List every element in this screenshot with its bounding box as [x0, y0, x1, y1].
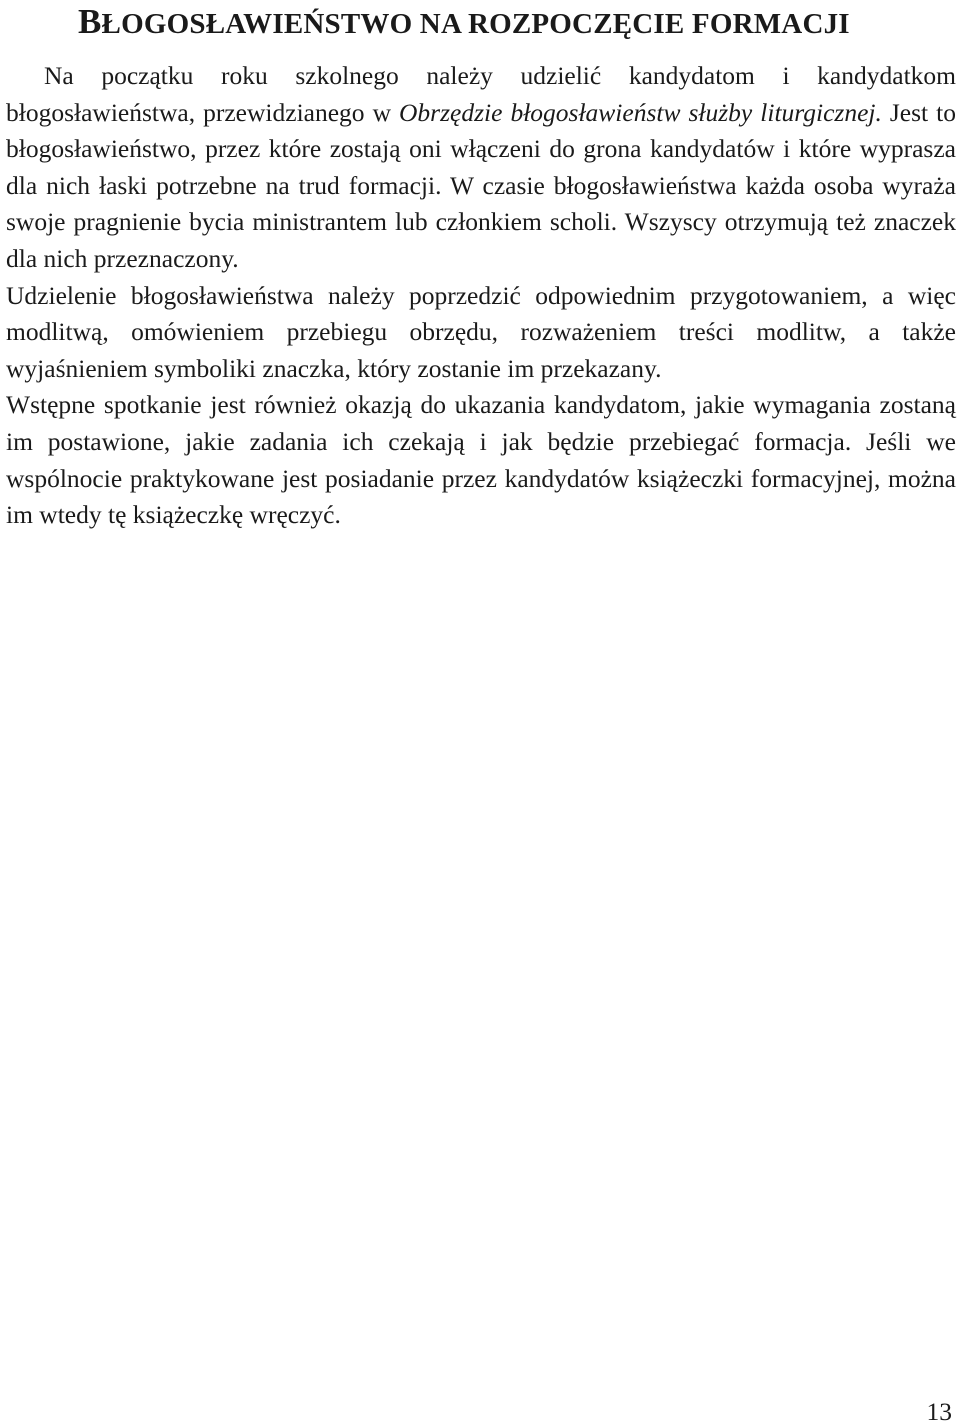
section-title-initial: B	[78, 2, 102, 41]
section-title	[78, 2, 850, 44]
body-text	[6, 58, 956, 534]
page-number: 13	[926, 1397, 952, 1426]
paragraph-1-italic-title: Obrzędzie błogosławieństw służby liturgicznej.	[399, 97, 882, 127]
paragraph-1-text-end: Jest to błogosławieństwo, przez które zostają oni włączeni do grona kandydatów i które wyprasza dla nich łaski potrzebne na trud formacji. W czasie błogosławieństwa każda osoba wyraża swoje pragnienie bycia ministrantem lub członkiem scholi. Wszyscy otrzymują też znaczek dla nich przeznaczony.	[6, 97, 956, 273]
paragraph-1	[6, 58, 956, 278]
section-title-rest: ŁOGOSŁAWIEŃSTWO NA ROZPOCZĘCIE FORMACJI	[101, 8, 850, 40]
paragraph-2: Udzielenie błogosławieństwa należy poprzedzić odpowiednim przygotowaniem, a więc modlitwą, omówieniem przebiegu obrzędu, rozważeniem treści modlitw, a także wyjaśnieniem symboliki znaczka, który zostanie im przekazany.	[6, 280, 956, 383]
paragraph-3: Wstępne spotkanie jest również okazją do ukazania kandydatom, jakie wymagania zostaną im postawione, jakie zadania ich czekają i jak będzie przebiegać formacja. Jeśli we wspólnocie praktykowane jest posiadanie przez kandydatów książeczki formacyjnej, można im wtedy tę książeczkę wręczyć.	[6, 390, 956, 530]
paragraph-1-text-start: Na początku roku szkolnego należy udzielić kandydatom i kandydatkom błogosławieństwa, przewidzianego w	[6, 61, 956, 127]
